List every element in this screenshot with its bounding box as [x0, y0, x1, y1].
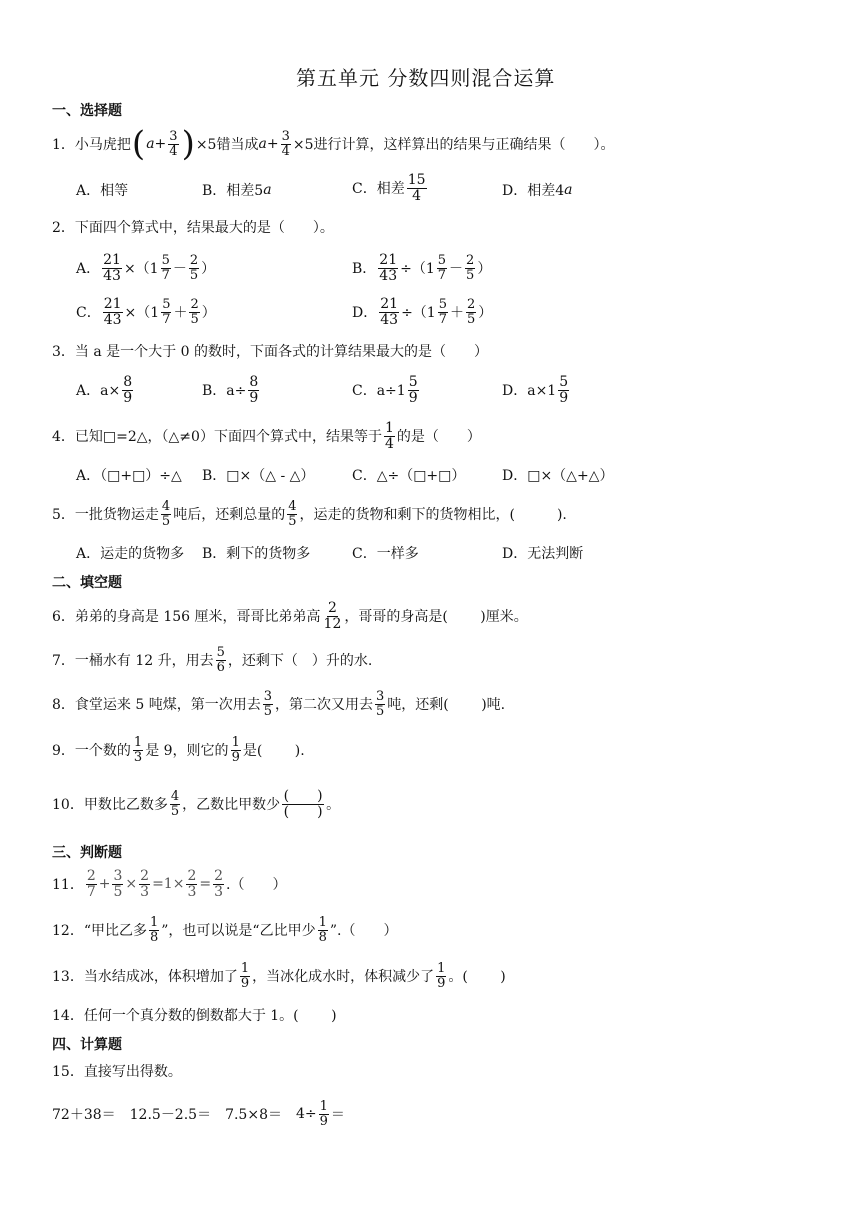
- question-11: 11． $\frac{2}{7}$ + $\frac{3}{5}$ × $\frac{2}{3}$ =1× $\frac{2}{3}$ = $\frac{2}{3}$ .（ ）: [52, 867, 287, 900]
- q1-plus2: +: [266, 136, 279, 152]
- q15-expr-1: 72＋38＝: [52, 1107, 116, 1123]
- q1-option-b[interactable]: B．相差5 a: [202, 182, 272, 199]
- q5-option-a[interactable]: A．运走的货物多: [76, 546, 185, 562]
- question-12: 12．“甲比乙多 $\frac{1}{8}$ ”，也可以说是“乙比甲少 $\frac{1}{8}$ ”.（ ）: [52, 914, 398, 945]
- question-13: 13．当水结成冰，体积增加了 $\frac{1}{9}$ ，当冰化成水时，体积减少了 $\frac{1}{9}$ 。( ): [52, 960, 506, 991]
- question-15: 15．直接写出得数。: [52, 1064, 182, 1080]
- q11-expression: $\frac{2}{7}$ + $\frac{3}{5}$ × $\frac{2}{3}$ =1× $\frac{2}{3}$ = $\frac{2}{3}$: [86, 867, 224, 900]
- q15-expressions: [52, 1094, 345, 1134]
- section-heading-calc: 四、计算题: [52, 1037, 122, 1053]
- q2-option-d[interactable]: D． $\frac{21}{43}$ ÷（1 $\frac{5}{7}$ ＋ $\frac{2}{5}$ ）: [352, 295, 493, 328]
- question-9: 9．一个数的 $\frac{1}{3}$ 是 9，则它的 $\frac{1}{9}$ 是( ).: [52, 734, 305, 765]
- q4-option-c[interactable]: C．△÷（□+□）: [352, 468, 466, 484]
- q15-expr-2: 12.5－2.5＝: [129, 1107, 212, 1123]
- question-6: 6．弟弟的身高是 156 厘米，哥哥比弟弟高 $\frac{2}{12}$ ，哥哥的身高是( )厘米。: [52, 599, 528, 632]
- q1-fraction-2: $\frac{3}{4}$: [281, 128, 290, 159]
- q1-option-c[interactable]: C．相差 $\frac{15}{4}$: [352, 171, 426, 204]
- q1-right-paren: ): [181, 124, 195, 164]
- q10-answer-blank[interactable]: $\frac{( )}{( )}$: [283, 787, 323, 820]
- q15-expr-4: 4÷ $\frac{1}{9}$ ＝: [295, 1098, 345, 1129]
- q1-option-d[interactable]: D．相差4 a: [502, 182, 573, 199]
- section-heading-fill: 二、填空题: [52, 575, 122, 591]
- q3-option-b[interactable]: B．a÷ $\frac{8}{9}$: [202, 373, 259, 406]
- question-4: 4．已知□=2△，（△≠0）下面四个算式中，结果等于 $\frac{1}{4}$ 的是（ ）: [52, 419, 481, 452]
- q4-option-b[interactable]: B．□×（△ - △）: [202, 468, 315, 484]
- page-title: 第五单元 分数四则混合运算: [296, 66, 556, 90]
- q2-option-a[interactable]: A． $\frac{21}{43}$ ×（1 $\frac{5}{7}$ － $\frac{2}{5}$ ）: [76, 251, 216, 284]
- question-14: 14．任何一个真分数的倒数都大于 1。( ): [52, 1008, 337, 1024]
- q4-option-d[interactable]: D．□×（△+△）: [502, 468, 614, 484]
- q1-var-a2: a: [258, 136, 267, 152]
- q5-option-b[interactable]: B．剩下的货物多: [202, 546, 311, 562]
- q5-option-d[interactable]: D．无法判断: [502, 546, 584, 562]
- q1-text-post: ×5进行计算，这样算出的结果与正确结果（ ）。: [292, 137, 615, 153]
- question-2: 2．下面四个算式中，结果最大的是（ ）。: [52, 220, 334, 236]
- q3-option-a[interactable]: A．a× $\frac{8}{9}$: [76, 373, 133, 406]
- q3-option-c[interactable]: C．a÷1 $\frac{5}{9}$: [352, 373, 418, 406]
- question-8: 8．食堂运来 5 吨煤，第一次用去 $\frac{3}{5}$ ，第二次又用去 $\frac{3}{5}$ 吨，还剩( )吨.: [52, 688, 506, 719]
- q1-text-mid: ×5错当成: [195, 137, 259, 153]
- question-3: 3．当 a 是一个大于 0 的数时，下面各式的计算结果最大的是（ ）: [52, 344, 488, 360]
- q1-text-pre: 1．小马虎把: [52, 137, 131, 153]
- question-5: 5．一批货物运走 $\frac{4}{5}$ 吨后，还剩总量的 $\frac{4}{5}$ ，运走的货物和剩下的货物相比，( ).: [52, 498, 567, 529]
- question-1: [52, 124, 614, 164]
- q1-fraction-1: $\frac{3}{4}$: [169, 128, 178, 159]
- question-10: 10．甲数比乙数多 $\frac{4}{5}$ ，乙数比甲数少 $\frac{( )}{( )}$ 。: [52, 787, 341, 820]
- q1-plus: +: [154, 136, 167, 152]
- question-7: 7．一桶水有 12 升，用去 $\frac{5}{6}$ ，还剩下（ ）升的水.: [52, 644, 373, 675]
- q5-option-c[interactable]: C．一样多: [352, 546, 419, 562]
- q3-option-d[interactable]: D．a×1 $\frac{5}{9}$: [502, 373, 569, 406]
- q1-left-paren: (: [131, 124, 146, 164]
- q15-expr-3: 7.5×8＝: [225, 1107, 282, 1123]
- section-heading-judge: 三、判断题: [52, 845, 122, 861]
- section-heading-choice: 一、选择题: [52, 103, 122, 119]
- q2-option-c[interactable]: C． $\frac{21}{43}$ ×（1 $\frac{5}{7}$ ＋ $\frac{2}{5}$ ）: [76, 295, 216, 328]
- q2-option-b[interactable]: B． $\frac{21}{43}$ ÷（1 $\frac{5}{7}$ － $\frac{2}{5}$ ）: [352, 251, 492, 284]
- q1-option-a[interactable]: A．相等: [76, 183, 129, 199]
- q4-option-a[interactable]: A．（□+□）÷△: [76, 468, 182, 484]
- q1-var-a: a: [146, 136, 155, 152]
